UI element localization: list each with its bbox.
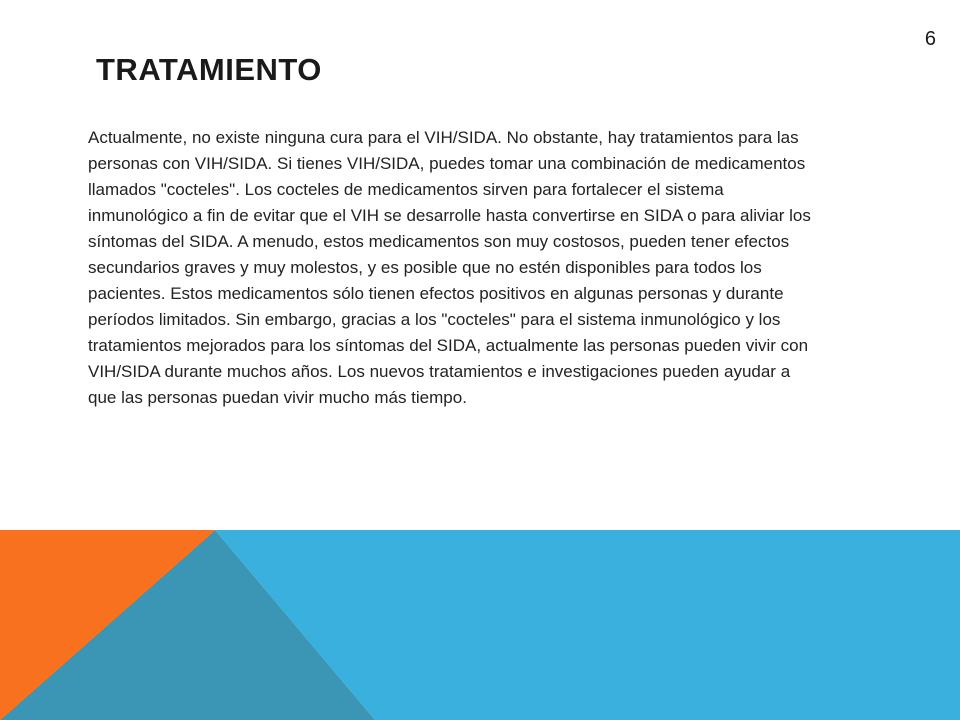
teal-shape [0,530,375,720]
slide-body-text: Actualmente, no existe ninguna cura para el VIH/SIDA. No obstante, hay tratamientos para las personas con VIH/SIDA. Si tienes VIH/SIDA, puedes tomar una combinación de medicamentos llamados "cocteles". Los cocteles de medicamentos sirven para fortalecer el sistema inmunológico a fin de evitar que el VIH se desarrolle hasta convertirse en SIDA o para aliviar los síntomas del SIDA. A menudo, estos medicamentos son muy costosos, pueden tener efectos secundarios graves y muy molestos, y es posible que no estén disponibles para todos los pacientes. Estos medicamentos sólo tienen efectos positivos en algunas personas y durante períodos limitados. Sin embargo, gracias a los "cocteles" para el sistema inmunológico y los tratamientos mejorados para los síntomas del SIDA, actualmente las personas pueden vivir con VIH/SIDA durante muchos años. Los nuevos tratamientos e investigaciones pueden ayudar a que las personas puedan vivir mucho más tiempo. [88,128,811,407]
orange-shape [0,530,215,720]
blue-shape [215,530,960,720]
slide-number: 6 [924,28,936,50]
slide-title: TRATAMIENTO [96,52,322,87]
